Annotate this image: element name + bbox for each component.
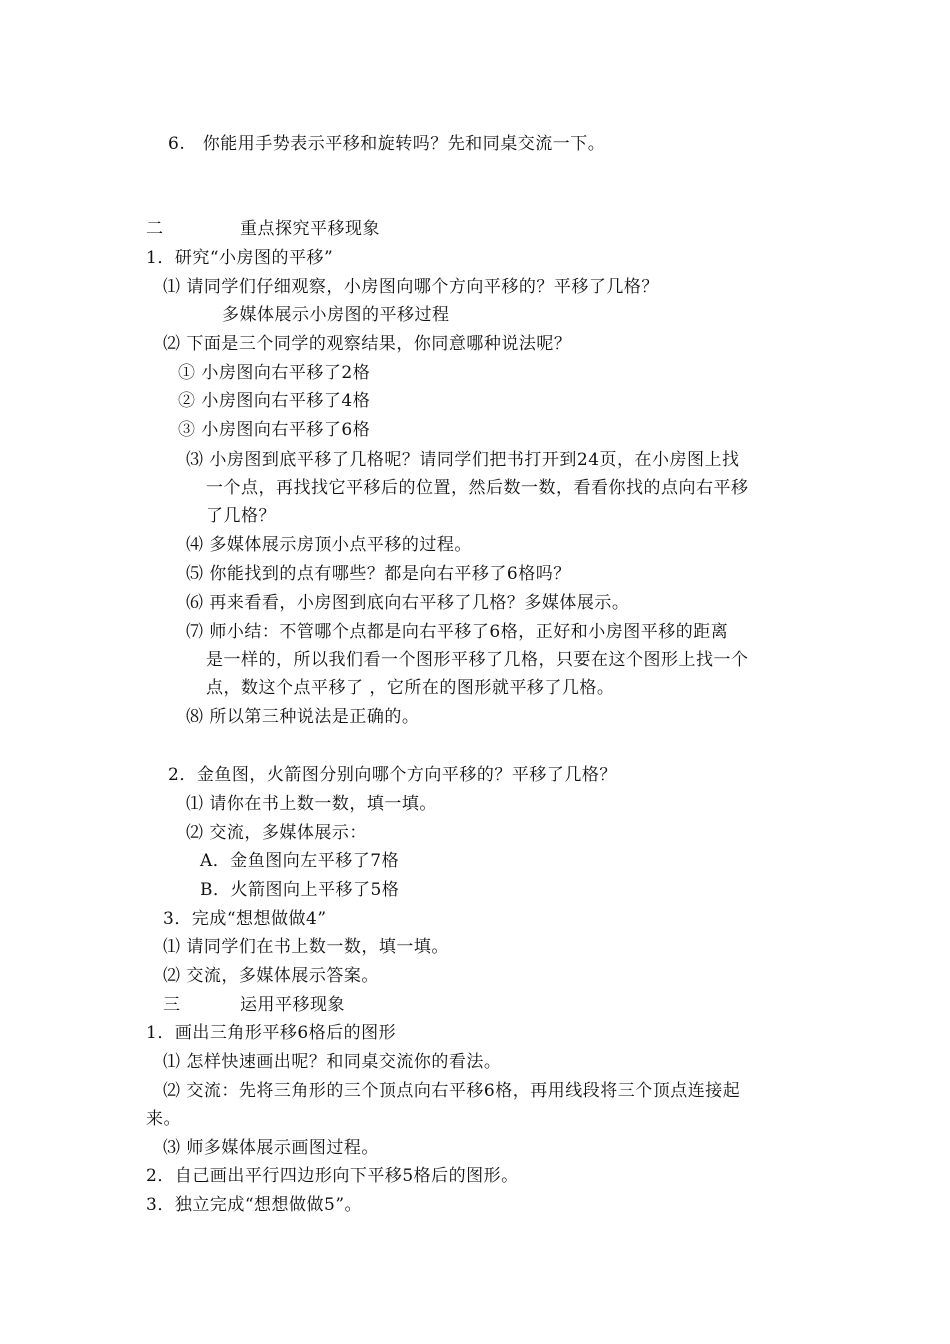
task-2: 2．自己画出平行四边形向下平移5格后的图形。: [146, 1166, 519, 1186]
task-1-sub-2-wrap: 来。: [146, 1109, 181, 1129]
task-1-sub-2: ⑵ 交流：先将三角形的三个顶点向右平移6格，再用线段将三个顶点连接起: [163, 1081, 741, 1101]
answer-a: A．金鱼图向左平移了7格: [200, 851, 400, 871]
option-2: ② 小房图向右平移了4格: [178, 391, 371, 411]
item-2-heading: 2．金鱼图，火箭图分别向哪个方向平移的？平移了几格？: [168, 765, 617, 785]
option-3: ③ 小房图向右平移了6格: [178, 420, 371, 440]
item-1-sub-6: ⑹ 再来看看，小房图到底向右平移了几格？多媒体展示。: [186, 593, 630, 613]
section-2-number: 二: [146, 219, 164, 239]
section-2-title: 重点探究平移现象: [240, 219, 380, 239]
section-3-number: 三: [163, 995, 181, 1015]
item-3-sub-1: ⑴ 请同学们在书上数一数，填一填。: [163, 937, 449, 957]
item-1-sub-2: ⑵ 下面是三个同学的观察结果，你同意哪种说法呢？: [163, 334, 572, 354]
item-1-heading: 1．研究“小房图的平移”: [146, 248, 334, 268]
item-2-sub-2: ⑵ 交流，多媒体展示：: [186, 823, 367, 843]
item-1-sub-5: ⑸ 你能找到的点有哪些？都是向右平移了6格吗？: [186, 564, 571, 584]
answer-b: B．火箭图向上平移了5格: [200, 880, 400, 900]
item-3-sub-2: ⑵ 交流，多媒体展示答案。: [163, 966, 379, 986]
item-1-sub-4: ⑷ 多媒体展示房顶小点平移的过程。: [186, 535, 472, 555]
item-3-heading: 3．完成“想想做做4”: [163, 909, 327, 929]
item-1-sub-7-line-3: 点，数这个点平移了 ，它所在的图形就平移了几格。: [206, 678, 615, 698]
task-3: 3．独立完成“想想做做5”。: [146, 1195, 363, 1215]
line-question-6: 6. 你能用手势表示平移和旋转吗？先和同桌交流一下。: [168, 134, 606, 154]
task-1-sub-3: ⑶ 师多媒体展示画图过程。: [163, 1138, 379, 1158]
item-1-sub-1: ⑴ 请同学们仔细观察，小房图向哪个方向平移的？平移了几格？: [163, 277, 659, 297]
item-1-sub-7-line-2: 是一样的，所以我们看一个图形平移了几格，只要在这个图形上找一个: [206, 650, 749, 670]
item-1-sub-3-line-2: 一个点，再找找它平移后的位置，然后数一数，看看你找的点向右平移: [206, 478, 749, 498]
item-1-sub-8: ⑻ 所以第三种说法是正确的。: [186, 707, 420, 727]
item-1-sub-7-line-1: ⑺ 师小结：不管哪个点都是向右平移了6格，正好和小房图平移的距离: [186, 622, 729, 642]
option-1: ① 小房图向右平移了2格: [178, 363, 371, 383]
item-1-sub-3-line-3: 了几格？: [206, 506, 276, 526]
section-3-title: 运用平移现象: [240, 995, 345, 1015]
item-1-sub-1-note: 多媒体展示小房图的平移过程: [222, 305, 450, 325]
item-2-sub-1: ⑴ 请你在书上数一数，填一填。: [186, 794, 437, 814]
task-1-sub-1: ⑴ 怎样快速画出呢？和同桌交流你的看法。: [163, 1052, 502, 1072]
task-1-heading: 1．画出三角形平移6格后的图形: [146, 1023, 397, 1043]
item-1-sub-3-line-1: ⑶ 小房图到底平移了几格呢？请同学们把书打开到24页，在小房图上找: [186, 450, 740, 470]
